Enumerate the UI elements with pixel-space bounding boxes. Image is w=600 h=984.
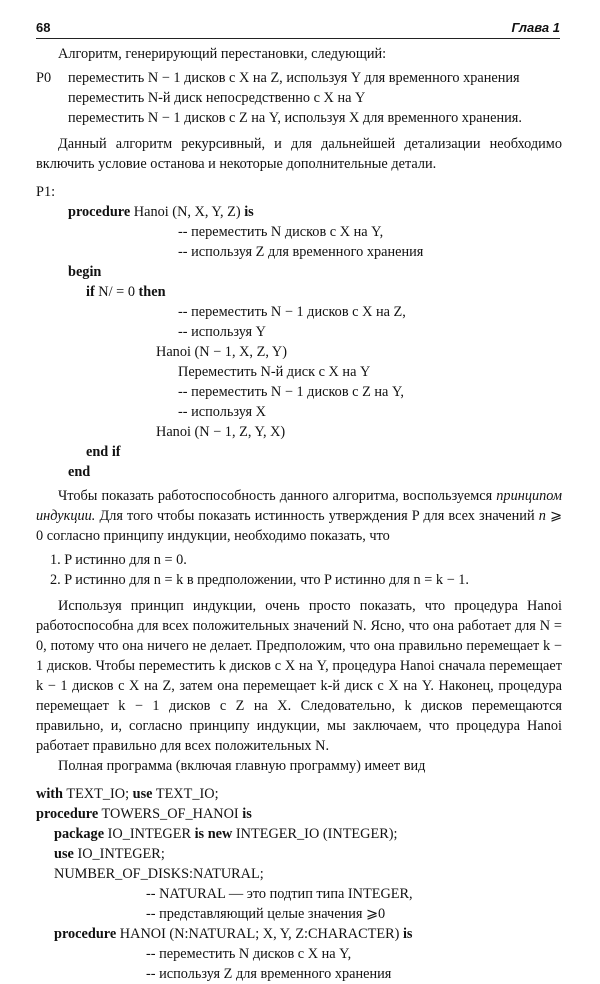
code-keyword: is bbox=[402, 926, 413, 942]
code-keyword: with bbox=[36, 786, 64, 802]
induction-paragraph bbox=[36, 486, 562, 546]
code-keyword: package bbox=[54, 826, 105, 842]
code-text: -- используя X bbox=[178, 404, 266, 420]
code-keyword: use bbox=[132, 786, 153, 802]
code-text: -- используя Z для временного хранения bbox=[178, 244, 424, 260]
code-text: -- переместить N дисков с X на Y, bbox=[146, 946, 352, 962]
code-line bbox=[36, 362, 562, 382]
program-code-block bbox=[36, 784, 562, 984]
intro-paragraph: Алгоритм, генерирующий перестановки, следующий: bbox=[58, 46, 387, 62]
code-keyword: is bbox=[244, 204, 254, 220]
p0-line: переместить N − 1 дисков с Z на Y, используя X для временного хранения. bbox=[68, 110, 522, 126]
code-text: TEXT_IO; bbox=[63, 786, 133, 802]
code-text: Переместить N-й диск с X на Y bbox=[178, 364, 371, 380]
p0-line: переместить N − 1 дисков с X на Z, используя Y для временного хранения bbox=[68, 70, 520, 86]
code-line bbox=[36, 402, 562, 422]
code-text: Hanoi (N, X, Y, Z) bbox=[130, 204, 245, 220]
code-keyword: end bbox=[68, 464, 91, 480]
list-item: 2. P истинно для n = k в предположении, что P истинно для n = k − 1. bbox=[50, 572, 469, 588]
code-line bbox=[36, 864, 562, 884]
code-text: -- используя Z для временного хранения bbox=[146, 966, 392, 982]
chapter-title: Глава 1 bbox=[511, 20, 560, 35]
code-keyword: procedure bbox=[68, 204, 131, 220]
code-keyword: procedure bbox=[54, 926, 117, 942]
code-line bbox=[36, 322, 562, 342]
code-line bbox=[36, 844, 562, 864]
code-line bbox=[36, 242, 562, 262]
code-keyword: end if bbox=[86, 444, 121, 460]
code-keyword: then bbox=[138, 284, 166, 300]
code-line bbox=[36, 804, 562, 824]
code-keyword: if bbox=[86, 284, 95, 300]
page-number: 68 bbox=[36, 20, 51, 35]
code-text: Hanoi (N − 1, Z, Y, X) bbox=[156, 424, 286, 440]
code-line bbox=[36, 382, 562, 402]
code-text: -- NATURAL — это подтип типа INTEGER, bbox=[146, 886, 413, 902]
code-keyword: begin bbox=[68, 264, 102, 280]
code-line bbox=[36, 462, 562, 482]
induction-text: Для того чтобы показать истинность утверждения P для всех значений bbox=[95, 508, 539, 524]
induction-list bbox=[36, 550, 562, 590]
code-line bbox=[36, 222, 562, 242]
p1-code-block bbox=[36, 202, 562, 482]
page-content bbox=[36, 44, 562, 984]
induction-text: Чтобы показать работоспособность данного алгоритма, воспользуемся bbox=[58, 488, 497, 504]
code-line bbox=[36, 442, 562, 462]
code-text: -- переместить N дисков с X на Y, bbox=[178, 224, 384, 240]
code-text: N/ = 0 bbox=[94, 284, 139, 300]
code-line bbox=[36, 202, 562, 222]
code-line bbox=[36, 924, 562, 944]
code-keyword: is new bbox=[194, 826, 233, 842]
code-text: -- переместить N − 1 дисков с X на Z, bbox=[178, 304, 406, 320]
full-program-intro: Полная программа (включая главную программу) имеет вид bbox=[58, 758, 426, 774]
code-text: HANOI (N:NATURAL; X, Y, Z:CHARACTER) bbox=[116, 926, 403, 942]
code-text: NUMBER_OF_DISKS:NATURAL; bbox=[54, 866, 264, 882]
code-line bbox=[36, 342, 562, 362]
code-line bbox=[36, 302, 562, 322]
proof-paragraph: Используя принцип индукции, очень просто показать, что процедура Hanoi работоспособна для всех положительных значений N. Ясно, что она работает для N = 0, потому что она ничего не делает. Предположим, что она правильно перемещает k − 1 дисков. Чтобы переместить k дисков с X на Y, процедура Hanoi сначала перемещает k − 1 дисков с X на Z, затем она перемещает k-й диск с X на Y. Наконец, процедура перемещает k − 1 дисков с Z на X. Следовательно, k дисков перемещаются правильно, и, согласно принципу индукции, мы заключаем, что процедура Hanoi работает правильно для всех положительных N. bbox=[36, 598, 562, 754]
code-text: -- представляющий целые значения ⩾0 bbox=[146, 906, 386, 922]
code-line bbox=[36, 904, 562, 924]
list-item: 1. P истинно для n = 0. bbox=[50, 552, 187, 568]
induction-term: принципом индукции. bbox=[36, 488, 562, 524]
code-line bbox=[36, 784, 562, 804]
code-line bbox=[36, 262, 562, 282]
code-line bbox=[36, 282, 562, 302]
code-text: -- переместить N − 1 дисков с Z на Y, bbox=[178, 384, 404, 400]
code-text: TEXT_IO; bbox=[152, 786, 219, 802]
code-line bbox=[36, 964, 562, 984]
code-line bbox=[36, 824, 562, 844]
code-keyword: procedure bbox=[36, 806, 99, 822]
header-rule bbox=[36, 38, 560, 39]
p0-label: P0 bbox=[36, 70, 52, 86]
p0-block bbox=[36, 68, 562, 128]
recursive-paragraph: Данный алгоритм рекурсивный, и для дальнейшей детализации необходимо включить условие останова и некоторые дополнительные детали. bbox=[36, 136, 562, 172]
p1-label: P1: bbox=[36, 184, 56, 200]
code-text: -- используя Y bbox=[178, 324, 266, 340]
code-text: INTEGER_IO (INTEGER); bbox=[232, 826, 398, 842]
code-keyword: use bbox=[54, 846, 74, 862]
code-line bbox=[36, 422, 562, 442]
code-line bbox=[36, 944, 562, 964]
code-text: Hanoi (N − 1, X, Z, Y) bbox=[156, 344, 288, 360]
page-header bbox=[36, 20, 560, 40]
code-line bbox=[36, 884, 562, 904]
code-text: IO_INTEGER; bbox=[73, 846, 165, 862]
variable-n: n bbox=[538, 508, 546, 524]
code-keyword: is bbox=[242, 806, 252, 822]
code-text: IO_INTEGER bbox=[104, 826, 195, 842]
induction-text: ⩾ 0 согласно принципу индукции, необходимо показать, что bbox=[36, 508, 562, 544]
p0-line: переместить N-й диск непосредственно с X на Y bbox=[68, 90, 366, 106]
code-text: TOWERS_OF_HANOI bbox=[98, 806, 243, 822]
